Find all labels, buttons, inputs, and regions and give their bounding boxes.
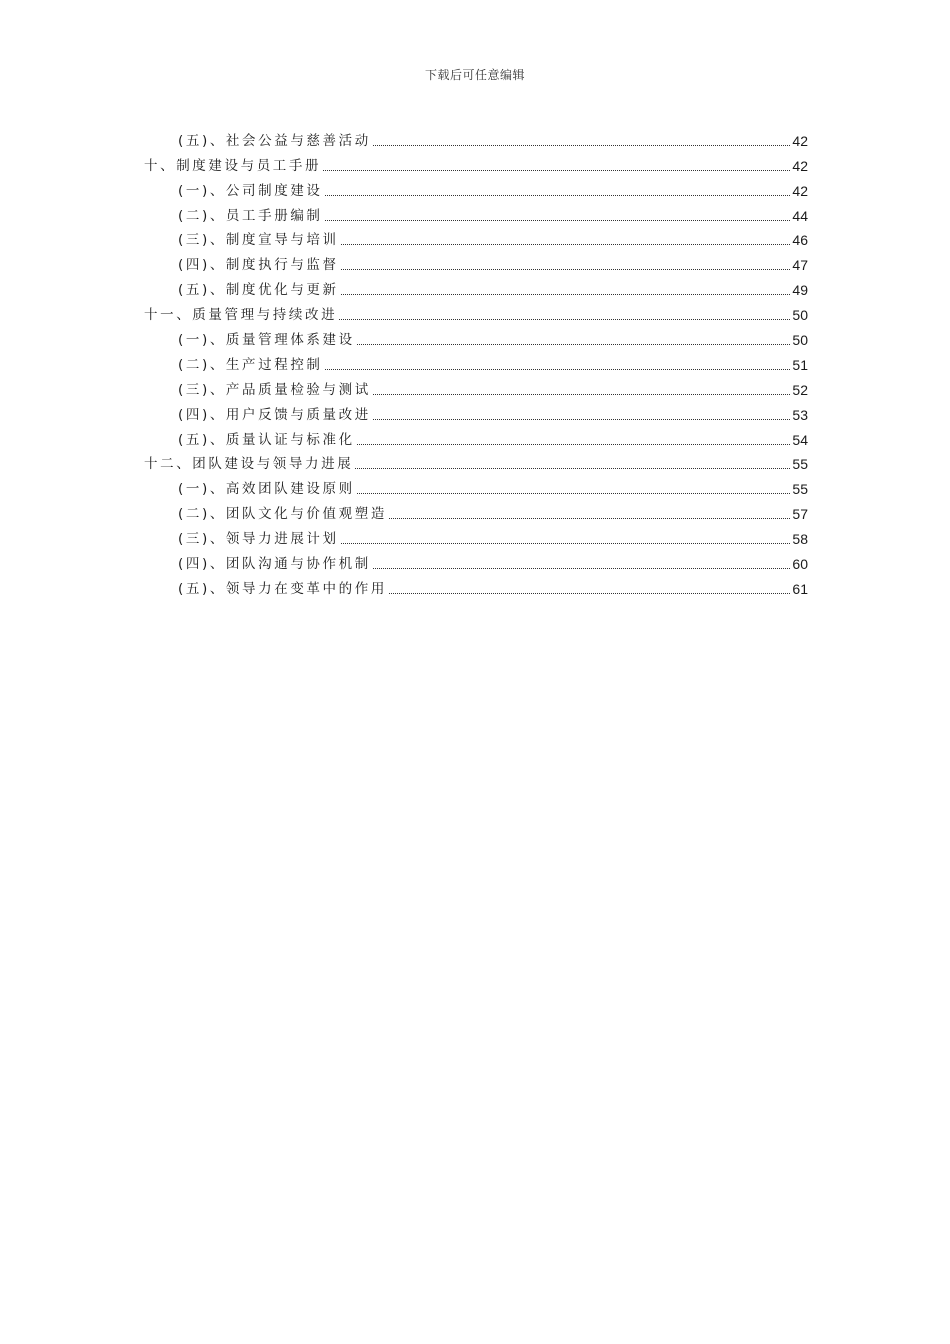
toc-dot-leader bbox=[355, 468, 790, 469]
toc-entry-page-number: 49 bbox=[792, 282, 808, 299]
toc-entry[interactable] bbox=[144, 499, 808, 524]
toc-entry-page-number: 44 bbox=[792, 207, 808, 224]
toc-entry[interactable] bbox=[144, 275, 808, 300]
toc-entry[interactable] bbox=[144, 474, 808, 499]
toc-entry-title: (一)、公司制度建设 bbox=[178, 182, 323, 199]
toc-dot-leader bbox=[357, 493, 791, 494]
toc-entry-title: (二)、团队文化与价值观塑造 bbox=[178, 506, 387, 523]
toc-entry-page-number: 54 bbox=[792, 431, 808, 448]
toc-entry[interactable] bbox=[144, 375, 808, 400]
toc-entry-page-number: 55 bbox=[792, 456, 808, 473]
toc-entry-title: (一)、高效团队建设原则 bbox=[178, 481, 355, 498]
toc-entry-page-number: 60 bbox=[792, 556, 808, 573]
toc-dot-leader bbox=[325, 195, 791, 196]
toc-entry-page-number: 50 bbox=[792, 332, 808, 349]
toc-entry-title: (四)、用户反馈与质量改进 bbox=[178, 406, 371, 423]
toc-entry[interactable] bbox=[144, 549, 808, 574]
toc-entry[interactable] bbox=[144, 126, 808, 151]
toc-dot-leader bbox=[373, 568, 791, 569]
toc-entry-page-number: 58 bbox=[792, 531, 808, 548]
toc-entry-title: 十二、团队建设与领导力进展 bbox=[144, 456, 354, 473]
table-of-contents bbox=[144, 126, 808, 599]
toc-entry[interactable] bbox=[144, 201, 808, 226]
toc-entry[interactable] bbox=[144, 524, 808, 549]
toc-entry-title: (五)、制度优化与更新 bbox=[178, 282, 339, 299]
toc-entry-title: (三)、制度宣导与培训 bbox=[178, 232, 339, 249]
toc-entry-page-number: 51 bbox=[792, 356, 808, 373]
toc-entry-page-number: 42 bbox=[792, 157, 808, 174]
toc-entry[interactable] bbox=[144, 176, 808, 201]
toc-entry[interactable] bbox=[144, 325, 808, 350]
toc-entry-title: (五)、社会公益与慈善活动 bbox=[178, 132, 371, 149]
toc-entry-page-number: 46 bbox=[792, 232, 808, 249]
toc-entry[interactable] bbox=[144, 400, 808, 425]
toc-entry-title: (一)、质量管理体系建设 bbox=[178, 332, 355, 349]
toc-dot-leader bbox=[325, 369, 791, 370]
toc-entry-page-number: 53 bbox=[792, 406, 808, 423]
toc-dot-leader bbox=[339, 319, 790, 320]
toc-entry-page-number: 57 bbox=[792, 506, 808, 523]
toc-entry[interactable] bbox=[144, 250, 808, 275]
toc-dot-leader bbox=[357, 444, 791, 445]
toc-entry-title: (四)、团队沟通与协作机制 bbox=[178, 556, 371, 573]
toc-dot-leader bbox=[373, 394, 791, 395]
toc-entry-page-number: 61 bbox=[792, 580, 808, 597]
toc-entry[interactable] bbox=[144, 300, 808, 325]
toc-entry-title: (四)、制度执行与监督 bbox=[178, 257, 339, 274]
toc-dot-leader bbox=[341, 543, 791, 544]
toc-entry-title: (五)、领导力在变革中的作用 bbox=[178, 580, 387, 597]
toc-entry[interactable] bbox=[144, 350, 808, 375]
toc-entry[interactable] bbox=[144, 574, 808, 599]
toc-entry-page-number: 47 bbox=[792, 257, 808, 274]
toc-entry-page-number: 50 bbox=[792, 307, 808, 324]
toc-entry[interactable] bbox=[144, 151, 808, 176]
toc-entry-title: (五)、质量认证与标准化 bbox=[178, 431, 355, 448]
toc-dot-leader bbox=[357, 344, 791, 345]
toc-entry[interactable] bbox=[144, 450, 808, 475]
toc-dot-leader bbox=[389, 518, 790, 519]
toc-dot-leader bbox=[341, 294, 791, 295]
toc-dot-leader bbox=[373, 145, 791, 146]
toc-entry-title: (三)、领导力进展计划 bbox=[178, 531, 339, 548]
toc-dot-leader bbox=[341, 269, 791, 270]
toc-entry-title: (三)、产品质量检验与测试 bbox=[178, 381, 371, 398]
toc-dot-leader bbox=[373, 419, 791, 420]
toc-entry-title: (二)、员工手册编制 bbox=[178, 207, 323, 224]
toc-dot-leader bbox=[323, 170, 790, 171]
toc-entry[interactable] bbox=[144, 425, 808, 450]
toc-entry-page-number: 55 bbox=[792, 481, 808, 498]
toc-dot-leader bbox=[341, 244, 791, 245]
toc-entry-title: (二)、生产过程控制 bbox=[178, 356, 323, 373]
page-header-note: 下载后可任意编辑 bbox=[424, 68, 525, 82]
toc-entry-title: 十一、质量管理与持续改进 bbox=[144, 307, 338, 324]
toc-dot-leader bbox=[389, 593, 790, 594]
toc-entry-page-number: 42 bbox=[792, 182, 808, 199]
toc-entry-page-number: 52 bbox=[792, 381, 808, 398]
toc-dot-leader bbox=[325, 220, 791, 221]
toc-entry-page-number: 42 bbox=[792, 132, 808, 149]
toc-entry-title: 十、制度建设与员工手册 bbox=[144, 157, 322, 174]
toc-entry[interactable] bbox=[144, 226, 808, 251]
